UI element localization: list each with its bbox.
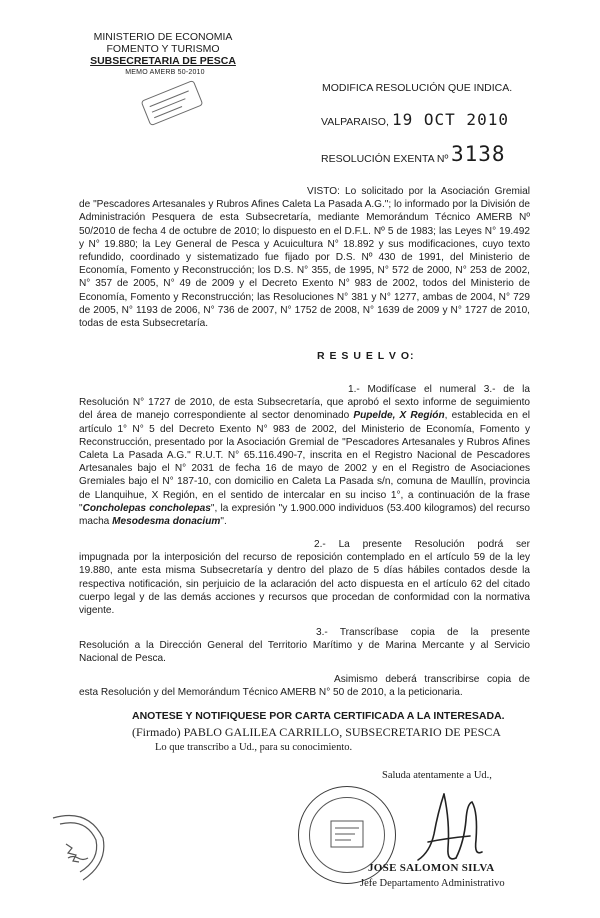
place-label: VALPARAISO, [321, 116, 389, 128]
signer-name: JOSE SALOMON SILVA [368, 862, 495, 874]
transcribo-line: Lo que transcribo a Ud., para su conocimiento. [155, 742, 353, 753]
official-seal-left-icon [48, 808, 110, 888]
resolution-label: RESOLUCIÓN EXENTA Nº [321, 153, 449, 165]
resolution-number: 3138 [451, 142, 506, 166]
article-2-paragraph: 2.- La presente Resolución podrá ser impugnada por la interposición del recurso de reposición contemplado en el artículo 59 de la ley 19.880, ante esta misma Subsecretaría y dentro del plazo de 5 días hábiles contados desde la respectiva notificación, sin perjuicio de la aclaración del acto dispuesta en el artículo 62 del citado cuerpo legal y de las demás acciones y recursos que procedan de conformidad con la normativa vigente. [79, 539, 530, 617]
article-1-paragraph [79, 383, 530, 528]
area-name: Pupelde, X Región [353, 410, 445, 422]
anotese-line: ANOTESE Y NOTIFIQUESE POR CARTA CERTIFICADA A LA INTERESADA. [132, 710, 505, 722]
office-stamp-icon [136, 78, 208, 128]
species-loco: Concholepas concholepas [82, 502, 211, 514]
article-1-text-c: , establecida en el artículo 1° N° 5 del Decreto Exento N° 983 de 2002, del Ministerio de Economía, Fomento y Reconstrucción, presentado por la Asociación Gremial de "Pescadores Artesanales y Rubros Afines Caleta La Pasada A.G." R.U.T. N° 65.116.490-7, inscrita en el Registro Nacional de Pescadores Artesanales bajo el N° 2031 de fecha 16 de mayo de 2002 y en el Registro de Asociaciones Gremiales bajo el N° 187-10, con domicilio en Caleta La Pasada s/n, comuna de Maullín, provincia de Llanquihue, X Región, en el sentido de intercalar en su inciso 1°, a continuación de la frase " [79, 410, 530, 514]
signer-title: Jefe Departamento Administrativo [360, 878, 505, 889]
article-1-text-g: ". [220, 516, 227, 528]
transcription-paragraph: Asimismo deberá transcribirse copia de esta Resolución y del Memorándum Técnico AMERB N° 50 de 2010, a la peticionaria. [79, 674, 530, 699]
article-3-paragraph: 3.- Transcríbase copia de la presente Resolución a la Dirección General del Territorio Marítimo y de Marina Mercante y al Servicio Nacional de Pesca. [79, 627, 530, 665]
article-1-text-a: 1.- Modifícase el numeral 3.- de la Resolución N° 1727 de 2010, de esta Subsecretaría, que aprobó el sexto informe de seguimiento del área de manejo correspondiente al sector denominado [79, 384, 530, 422]
subsecretaria-line: SUBSECRETARIA DE PESCA [90, 55, 236, 67]
resuelvo-heading: R E S U E L V O: [317, 350, 415, 362]
subject-line: MODIFICA RESOLUCIÓN QUE INDICA. [322, 82, 513, 94]
visto-paragraph: VISTO: Lo solicitado por la Asociación Gremial de "Pescadores Artesanales y Rubros Afines Caleta La Pasada A.G."; lo informado por la División de Administración Pesquera de esta Subsecretaría, mediante Memorándum Técnico AMERB Nº 50/2010 de fecha 4 de octubre de 2010; lo dispuesto en el D.F.L. Nº 5 de 1983; las Leyes N° 19.492 y N° 19.880; la Ley General de Pesca y Acuicultura N° 18.892 y sus modificaciones, cuyo texto refundido, coordinado y sistematizado fue fijado por D.S. Nº 430 de 1991, del Ministerio de Economía, Fomento y Reconstrucción; los D.S. N° 355, de 1995, N° 572 de 2000, N° 253 de 2002, N° 357 de 2005, N° 49 de 2009 y el Decreto Exento N° 983 de 2002, todos del Ministerio de Economía, Fomento y Reconstrucción; las Resoluciones N° 381 y N° 1277, ambas de 2004, N° 729 de 2005, N° 1193 de 2006, N° 736 de 2007, N° 1752 de 2008, N° 1639 de 2009 y N° 1727 de 2010, todas de esta Subsecretaría. [79, 186, 530, 330]
species-macha: Mesodesma donacium [112, 516, 221, 528]
ministry-line: MINISTERIO DE ECONOMIA [93, 31, 233, 43]
ministry-subline: FOMENTO Y TURISMO [106, 43, 220, 55]
signed-by-line: (Firmado) PABLO GALILEA CARRILLO, SUBSECRETARIO DE PESCA [132, 725, 501, 739]
greeting-line: Saluda atentamente a Ud., [382, 770, 492, 781]
article-1-text-e: ", la expresión "y 1.900.000 individuos (53.400 kilogramos) del recurso macha [79, 502, 531, 528]
memo-reference: MEMO AMERB 50-2010 [125, 69, 205, 76]
date-stamp: 19 OCT 2010 [392, 110, 509, 129]
handwritten-signature-icon [400, 782, 500, 874]
